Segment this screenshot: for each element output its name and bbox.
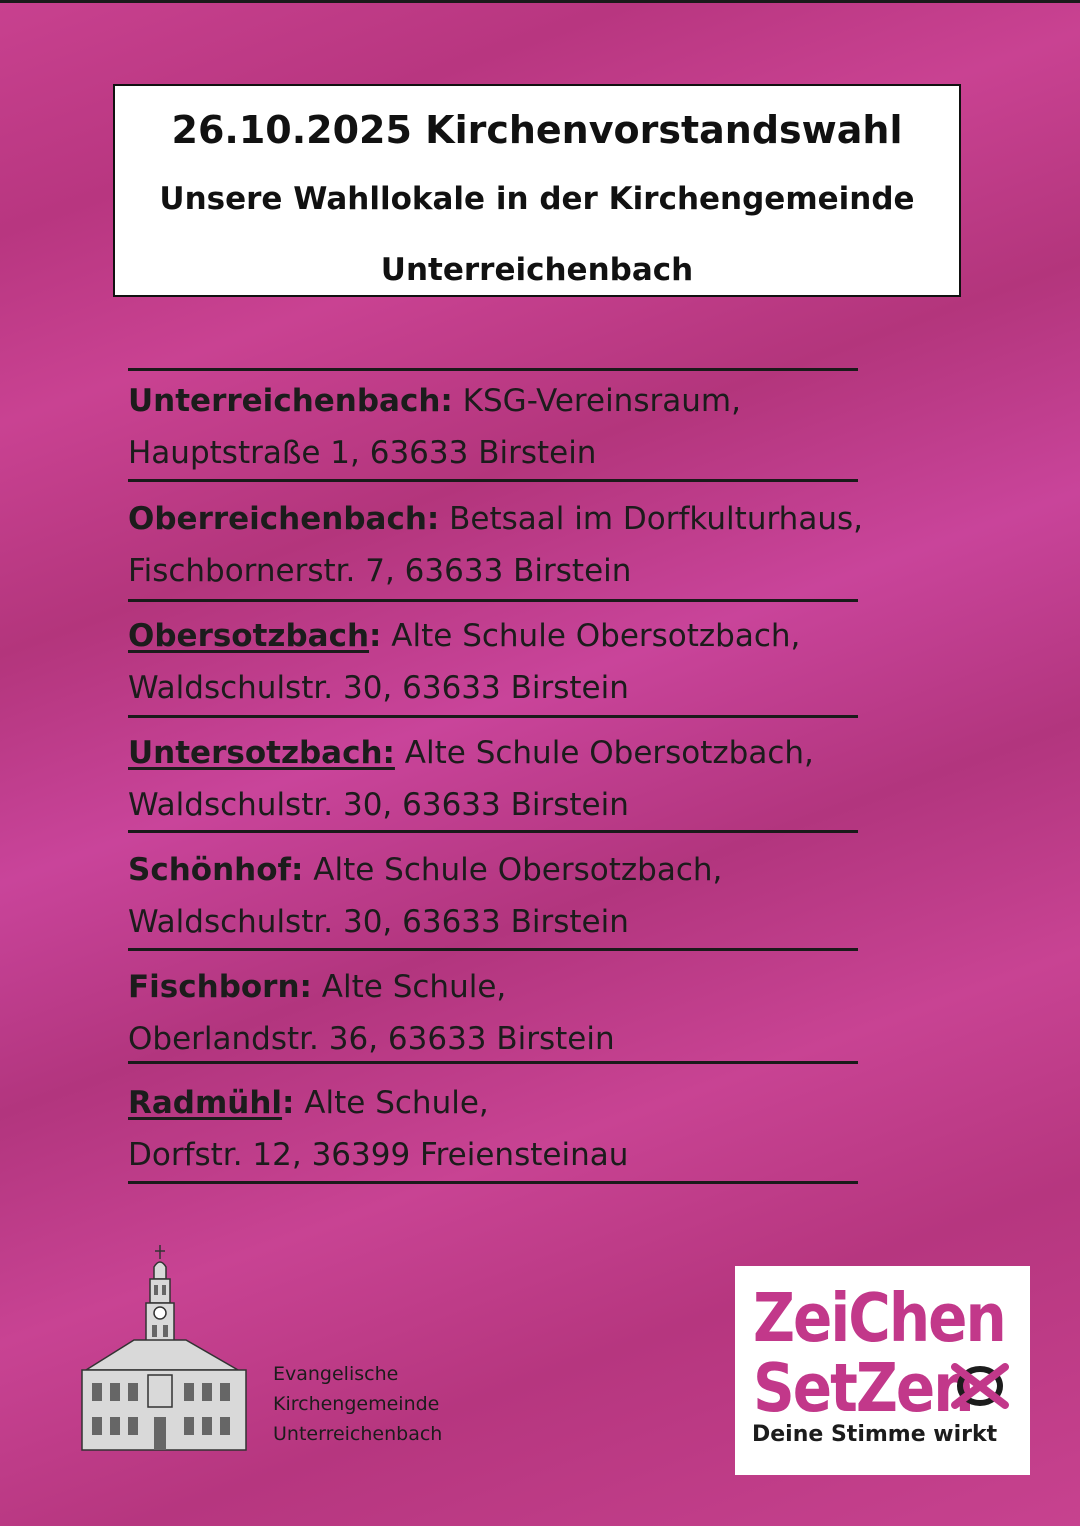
ballot-cross-icon — [949, 1361, 1011, 1411]
divider — [128, 1061, 858, 1064]
location-place: Fischborn: — [128, 969, 312, 1005]
location-place-suffix: : — [282, 1085, 295, 1121]
location-place: Obersotzbach — [128, 618, 370, 654]
divider — [128, 599, 858, 602]
location-entry — [128, 727, 888, 831]
divider — [128, 830, 858, 833]
location-place: Radmühl — [128, 1085, 283, 1121]
logo-word-1: ZeiChen — [753, 1278, 1005, 1358]
campaign-logo — [735, 1266, 1030, 1475]
logo-tagline: Deine Stimme wirkt — [752, 1422, 998, 1447]
page-title: 26.10.2025 Kirchenvorstandswahl — [171, 108, 903, 152]
location-venue: Alte Schule, — [311, 969, 507, 1005]
location-entry — [128, 610, 888, 714]
org-line-2: Kirchengemeinde — [273, 1393, 440, 1415]
subtitle-line-2: Unterreichenbach — [380, 252, 694, 288]
location-venue: Alte Schule Obersotzbach, — [394, 735, 814, 771]
location-address: Dorfstr. 12, 36399 Freiensteinau — [128, 1137, 629, 1173]
subtitle-line-1: Unsere Wahllokale in der Kirchengemeinde — [159, 181, 915, 217]
divider — [128, 479, 858, 482]
divider — [128, 948, 858, 951]
location-venue: Alte Schule, — [294, 1085, 489, 1121]
divider — [128, 1181, 858, 1184]
divider — [128, 715, 858, 718]
location-address: Waldschulstr. 30, 63633 Birstein — [128, 787, 629, 823]
location-entry — [128, 493, 888, 597]
location-entry — [128, 844, 888, 948]
location-place: Untersotzbach: — [128, 735, 395, 771]
org-line-1: Evangelische — [273, 1363, 399, 1385]
location-address: Waldschulstr. 30, 63633 Birstein — [128, 904, 629, 940]
location-place-suffix: : — [369, 618, 382, 654]
location-address: Waldschulstr. 30, 63633 Birstein — [128, 670, 629, 706]
location-address: Fischbornerstr. 7, 63633 Birstein — [128, 553, 632, 589]
location-place: Schönhof: — [128, 852, 304, 888]
location-entry — [128, 375, 888, 479]
location-venue: Alte Schule Obersotzbach, — [381, 618, 801, 654]
location-venue: KSG-Vereinsraum, — [452, 383, 741, 419]
church-icon — [78, 1245, 250, 1455]
header-box — [113, 84, 961, 297]
logo-word-2: SetZen — [753, 1348, 973, 1428]
location-entry — [128, 1077, 888, 1181]
org-line-3: Unterreichenbach — [273, 1423, 443, 1445]
location-address: Hauptstraße 1, 63633 Birstein — [128, 435, 597, 471]
location-place: Unterreichenbach: — [128, 383, 453, 419]
organization-name — [273, 1359, 442, 1449]
divider — [128, 368, 858, 371]
location-entry — [128, 961, 888, 1065]
location-address: Oberlandstr. 36, 63633 Birstein — [128, 1021, 615, 1057]
location-place: Oberreichenbach: — [128, 501, 440, 537]
location-venue: Alte Schule Obersotzbach, — [303, 852, 723, 888]
location-venue: Betsaal im Dorfkulturhaus, — [439, 501, 863, 537]
